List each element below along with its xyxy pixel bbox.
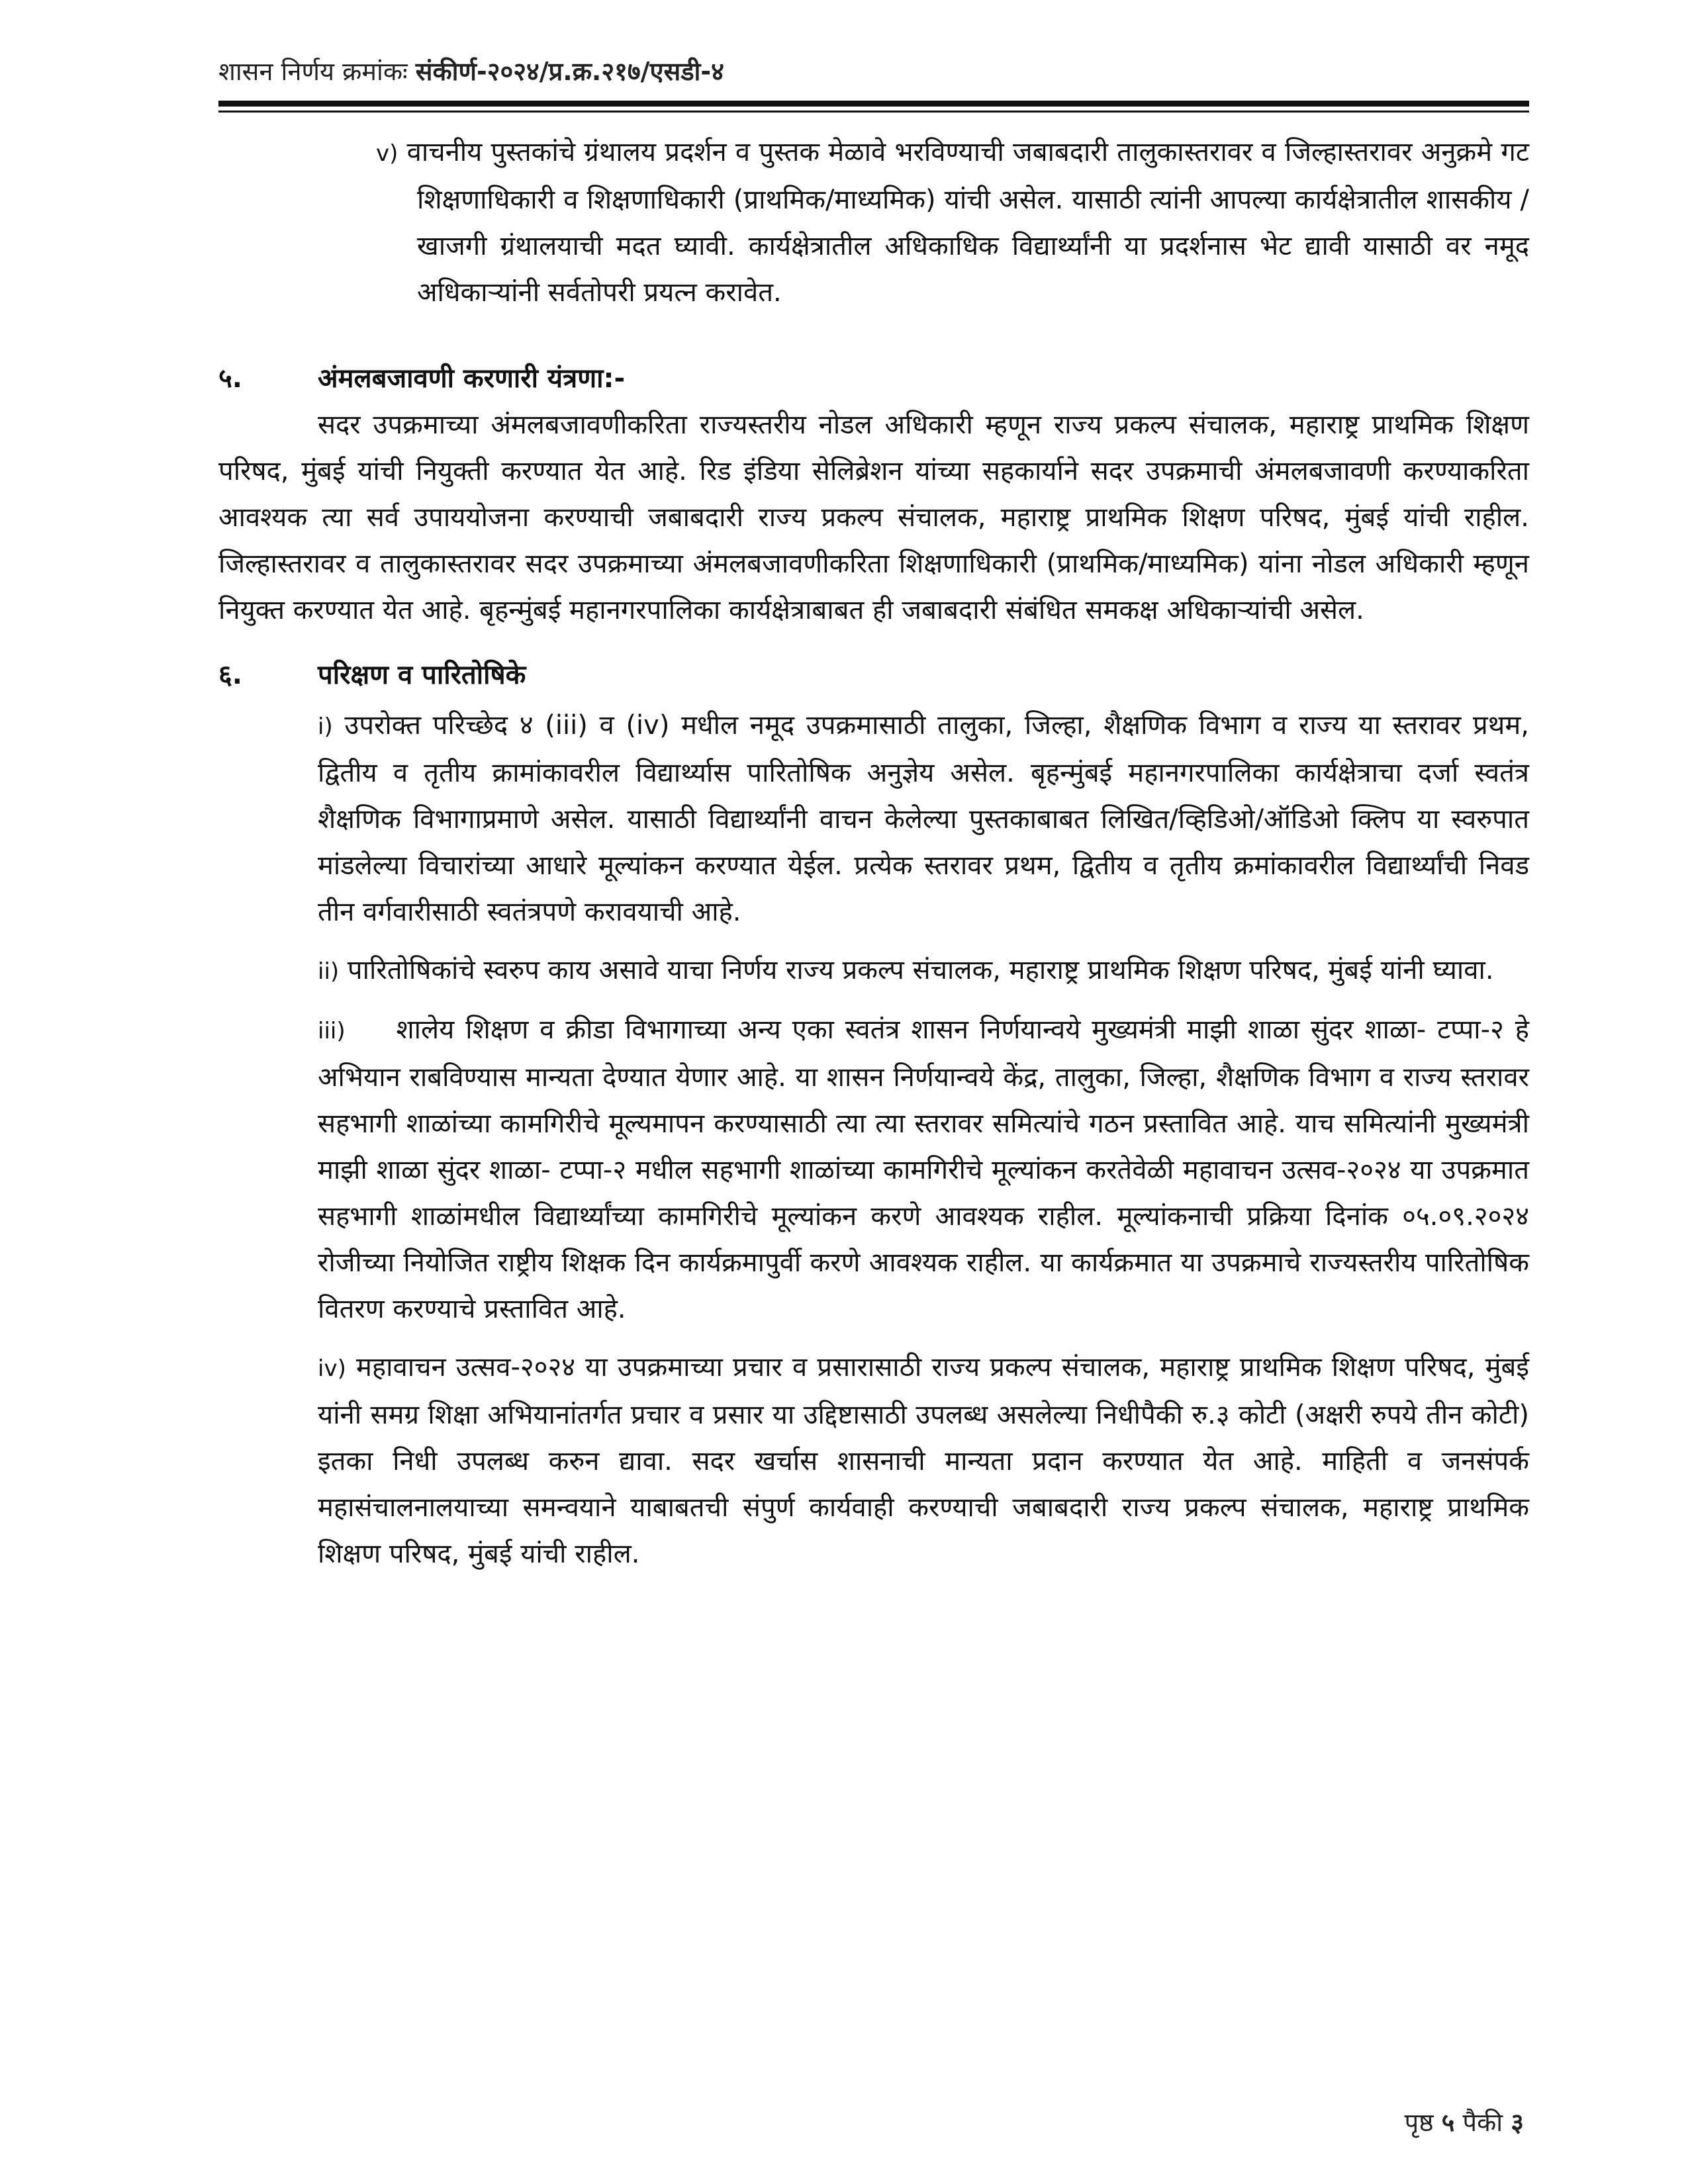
list-item-label: v)	[376, 140, 399, 167]
page-label: पृष्ठ	[1404, 2108, 1434, 2137]
list-item-label: iii)	[318, 1018, 346, 1044]
page-of-label: पैकी	[1462, 2108, 1503, 2137]
section-number: ६.	[218, 660, 242, 690]
document-body	[218, 129, 1529, 1577]
list-item-text: वाचनीय पुस्तकांचे ग्रंथालय प्रदर्शन व पुस्तक मेळावे भरविण्याची जबाबदारी तालुकास्तरावर व जिल्हास्तरावर अनुक्रमे गट शिक्षणाधिकारी व शिक्षणाधिकारी (प्राथमिक/माध्यमिक) यांची असेल. यासाठी त्यांनी आपल्या कार्यक्षेत्रातील शासकीय / खाजगी ग्रंथालयाची मदत घ्यावी. कार्यक्षेत्रातील अधिकाधिक विद्यार्थ्यांनी या प्रदर्शनास भेट द्यावी यासाठी वर नमूद अधिकाऱ्यांनी सर्वतोपरी प्रयत्न करावेत.	[406, 137, 1529, 308]
list-item-label: iv)	[318, 1355, 346, 1382]
page-number: ५	[1441, 2108, 1455, 2137]
header-label: शासन निर्णय क्रमांकः	[218, 57, 408, 86]
section-title: अंमलबजावणी करणारी यंत्रणा:-	[318, 363, 626, 394]
list-item-iv	[318, 1344, 1529, 1577]
section-number: ५.	[218, 363, 242, 394]
list-item-i	[318, 702, 1529, 935]
list-item-v	[376, 129, 1529, 316]
header-rule-thin	[218, 111, 1529, 113]
list-item-text: शालेय शिक्षण व क्रीडा विभागाच्या अन्य एका स्वतंत्र शासन निर्णयान्वये मुख्यमंत्री माझी शाळा सुंदर शाळा- टप्पा-२ हे अभियान राबविण्यास मान्यता देण्यात येणार आहे. या शासन निर्णयान्वये केंद्र, तालुका, जिल्हा, शैक्षणिक विभाग व राज्य स्तरावर सहभागी शाळांच्या कामगिरीचे मूल्यमापन करण्यासाठी त्या त्या स्तरावर समित्यांचे गठन प्रस्तावित आहे. याच समित्यांनी मुख्यमंत्री माझी शाळा सुंदर शाळा- टप्पा-२ मधील सहभागी शाळांच्या कामगिरीचे मूल्यांकन करतेवेळी महावाचन उत्सव-२०२४ या उपक्रमात सहभागी शाळांमधील विद्यार्थ्यांच्या कामगिरीचे मूल्यांकन करणे आवश्यक राहील. मूल्यांकनाची प्रक्रिया दिनांक ०५.०९.२०२४ रोजीच्या नियोजित राष्ट्रीय शिक्षक दिन कार्यक्रमापुर्वी करणे आवश्यक राहील. या कार्यक्रमात या उपक्रमाचे राज्यस्तरीय पारितोषिक वितरण करण्याचे प्रस्तावित आहे.	[318, 1015, 1529, 1324]
header-rule-thick	[218, 101, 1529, 107]
page-total: ३	[1511, 2108, 1524, 2137]
list-item-text: उपरोक्त परिच्छेद ४ (iii) व (iv) मधील नमूद उपक्रमासाठी तालुका, जिल्हा, शैक्षणिक विभाग व राज्य या स्तरावर प्रथम, द्वितीय व तृतीय क्रामांकावरील विद्यार्थ्यास पारितोषिक अनुज्ञेय असेल. बृहन्मुंबई महानगरपालिका कार्यक्षेत्राचा दर्जा स्वतंत्र शैक्षणिक विभागाप्रमाणे असेल. यासाठी विद्यार्थ्यांनी वाचन केलेल्या पुस्तकाबाबत लिखित/व्हिडिओ/ऑडिओ क्लिप या स्वरुपात मांडलेल्या विचारांच्या आधारे मूल्यांकन करण्यात येईल. प्रत्येक स्तरावर प्रथम, द्वितीय व तृतीय क्रमांकावरील विद्यार्थ्यांची निवड तीन वर्गवारीसाठी स्वतंत्रपणे करावयाची आहे.	[318, 710, 1529, 927]
list-item-text: महावाचन उत्सव-२०२४ या उपक्रमाच्या प्रचार व प्रसारासाठी राज्य प्रकल्प संचालक, महाराष्ट्र प्राथमिक शिक्षण परिषद, मुंबई यांनी समग्र शिक्षा अभियानांतर्गत प्रचार व प्रसार या उद्दिष्टासाठी उपलब्ध असलेल्या निधीपैकी रु.३ कोटी (अक्षरी रुपये तीन कोटी) इतका निधी उपलब्ध करुन द्यावा. सदर खर्चास शासनाची मान्यता प्रदान करण्यात येत आहे. माहिती व जनसंपर्क महासंचालनालयाच्या समन्वयाने याबाबतची संपुर्ण कार्यवाही करण्याची जबाबदारी राज्य प्रकल्प संचालक, महाराष्ट्र प्राथमिक शिक्षण परिषद, मुंबई यांची राहील.	[318, 1352, 1529, 1569]
section-6-heading	[218, 652, 1529, 698]
page-footer	[1405, 2105, 1524, 2139]
header-reference-number: संकीर्ण-२०२४/प्र.क्र.२१७/एसडी-४	[415, 57, 724, 86]
document-header	[218, 52, 1529, 91]
list-item-ii	[318, 947, 1529, 995]
section-5-paragraph: सदर उपक्रमाच्या अंमलबजावणीकरिता राज्यस्तरीय नोडल अधिकारी म्हणून राज्य प्रकल्प संचालक, महाराष्ट्र प्राथमिक शिक्षण परिषद, मुंबई यांची नियुक्ती करण्यात येत आहे. रिड इंडिया सेलिब्रेशन यांच्या सहकार्याने सदर उपक्रमाची अंमलबजावणी करण्याकरिता आवश्यक त्या सर्व उपाययोजना करण्याची जबाबदारी राज्य प्रकल्प संचालक, महाराष्ट्र प्राथमिक शिक्षण परिषद, मुंबई यांची राहील. जिल्हास्तरावर व तालुकास्तरावर सदर उपक्रमाच्या अंमलबजावणीकरिता शिक्षणाधिकारी (प्राथमिक/माध्यमिक) यांना नोडल अधिकारी म्हणून नियुक्त करण्यात येत आहे. बृहन्मुंबई महानगरपालिका कार्यक्षेत्राबाबत ही जबाबदारी संबंधित समकक्ष अधिकाऱ्यांची असेल.	[218, 410, 1529, 625]
list-item-label: ii)	[318, 958, 340, 985]
list-item-text: पारितोषिकांचे स्वरुप काय असावे याचा निर्णय राज्य प्रकल्प संचालक, महाराष्ट्र प्राथमिक शिक्षण परिषद, मुंबई यांनी घ्यावा.	[347, 955, 1494, 985]
section-title: परिक्षण व पारितोषिके	[318, 660, 526, 690]
list-item-iii	[318, 1007, 1529, 1332]
section-5-heading	[218, 355, 1529, 402]
list-item-label: i)	[318, 713, 333, 740]
